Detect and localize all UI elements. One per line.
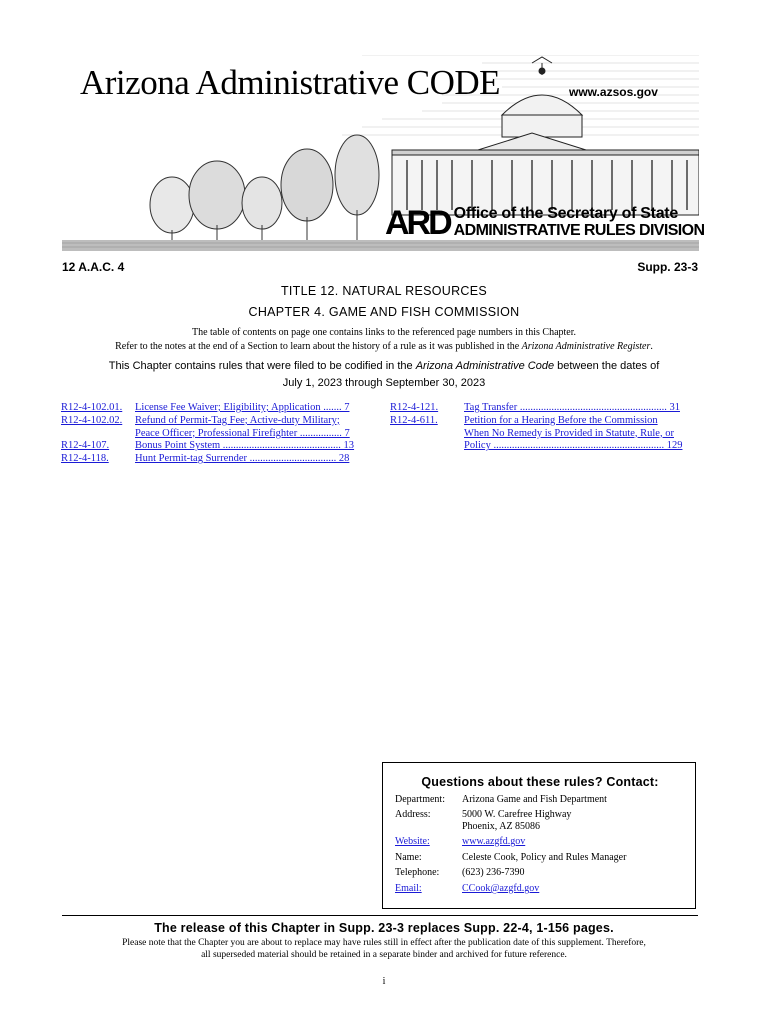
codified-statement	[0, 360, 768, 372]
name-value: Celeste Cook, Policy and Rules Manager	[462, 852, 627, 863]
release-statement: The release of this Chapter in Supp. 23-3 replaces Supp. 22-4, 1-156 pages.	[154, 921, 614, 935]
toc-title-line[interactable]: Peace Officer; Professional Firefighter ................ 7	[135, 427, 350, 439]
toc-section-title[interactable]	[135, 415, 350, 441]
office-line-1: Office of the Secretary of State	[453, 205, 678, 223]
code-name: Arizona Administrative Code	[415, 360, 555, 372]
address-value	[462, 809, 692, 833]
toc-entry[interactable]	[61, 440, 371, 453]
banner-url[interactable]: www.azsos.gov	[569, 85, 658, 99]
email-link[interactable]: CCook@azgfd.gov	[462, 883, 540, 894]
page-number: i	[382, 976, 386, 987]
toc-title-line[interactable]: Hunt Permit-tag Surrender ................................. 28	[135, 453, 350, 465]
replacement-note-line-2: all superseded material should be retained in a separate binder and archived for future reference.	[201, 950, 567, 960]
office-line-2: ADMINISTRATIVE RULES DIVISION	[453, 222, 705, 239]
website-label[interactable]: Website:	[395, 836, 430, 847]
title-heading: TITLE 12. NATURAL RESOURCES	[280, 284, 488, 298]
website-link[interactable]: www.azgfd.gov	[462, 836, 526, 847]
history-note-end: .	[650, 341, 653, 352]
telephone-label: Telephone:	[395, 867, 440, 878]
toc-title-line[interactable]: Refund of Permit-Tag Fee; Active-duty Military;	[135, 414, 340, 426]
department-value: Arizona Game and Fish Department	[462, 794, 607, 805]
codified-text-end: between the dates of	[554, 360, 660, 372]
toc-left-column	[61, 402, 371, 466]
toc-section-title[interactable]	[135, 453, 349, 466]
contact-heading: Questions about these rules? Contact:	[421, 775, 659, 789]
history-note-text: Refer to the notes at the end of a Section to learn about the history of a rule as it was published in the	[115, 341, 522, 352]
toc-section-number[interactable]: R12-4-611.	[390, 414, 438, 426]
toc-entry[interactable]	[61, 402, 371, 415]
toc-section-number[interactable]: R12-4-121.	[390, 402, 439, 413]
ard-office-text	[454, 206, 705, 240]
address-line-1: 5000 W. Carefree Highway	[462, 809, 572, 820]
codified-text: This Chapter contains rules that were filed to be codified in the	[108, 360, 416, 372]
toc-section-title[interactable]	[464, 415, 682, 453]
code-reference: 12 A.A.C. 4	[62, 260, 125, 274]
toc-right-column	[390, 402, 700, 453]
toc-entry[interactable]	[390, 415, 700, 453]
replacement-note-line-1: Please note that the Chapter you are about to replace may have rules still in effect after the publication date of this supplement. Therefore,	[122, 938, 646, 948]
email-label[interactable]: Email:	[395, 883, 422, 894]
toc-note: The table of contents on page one contains links to the referenced page numbers in this Chapter.	[191, 327, 577, 338]
toc-section-number[interactable]: R12-4-107.	[61, 440, 110, 452]
register-name: Arizona Administrative Register	[521, 341, 651, 352]
toc-title-line[interactable]: Bonus Point System ............................................. 13	[135, 440, 355, 452]
name-label: Name:	[395, 852, 422, 863]
header-banner	[62, 55, 705, 251]
toc-entry[interactable]	[61, 415, 371, 441]
address-label: Address:	[395, 809, 431, 820]
history-note	[0, 341, 768, 352]
toc-entry[interactable]	[390, 402, 700, 415]
ard-logo-block	[385, 201, 704, 245]
toc-section-title[interactable]	[135, 402, 349, 415]
toc-section-title[interactable]	[135, 440, 354, 453]
toc-entry[interactable]	[61, 453, 371, 466]
toc-title-line[interactable]: When No Remedy is Provided in Statute, Rule, or	[464, 427, 674, 439]
toc-section-title[interactable]	[464, 402, 680, 415]
contact-box	[382, 762, 696, 909]
chapter-heading: CHAPTER 4. GAME AND FISH COMMISSION	[248, 305, 520, 319]
toc-title-line[interactable]: License Fee Waiver; Eligibility; Application ....... 7	[135, 402, 350, 413]
supplement-number: Supp. 23-3	[637, 260, 698, 274]
department-label: Department:	[395, 794, 445, 805]
address-line-2: Phoenix, AZ 85086	[462, 821, 541, 832]
toc-section-number[interactable]: R12-4-102.02.	[61, 414, 123, 426]
telephone-value: (623) 236-7390	[462, 867, 525, 878]
footer-divider	[62, 915, 698, 916]
ard-logo: ARD	[385, 204, 450, 242]
toc-section-number[interactable]: R12-4-118.	[61, 453, 109, 465]
toc-title-line[interactable]: Petition for a Hearing Before the Commission	[464, 414, 658, 426]
banner-title: Arizona Administrative CODE	[80, 63, 501, 102]
toc-title-line[interactable]: Policy ................................................................. 129	[464, 440, 683, 452]
toc-section-number[interactable]: R12-4-102.01.	[61, 402, 123, 413]
codified-date-range: July 1, 2023 through September 30, 2023	[282, 377, 486, 389]
toc-title-line[interactable]: Tag Transfer ........................................................ 31	[464, 402, 680, 413]
